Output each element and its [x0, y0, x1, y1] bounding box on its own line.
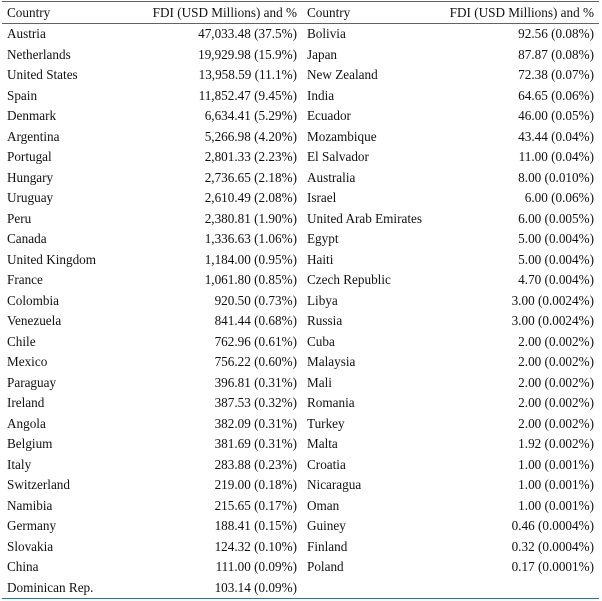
country-cell-left: Paraguay: [7, 374, 57, 390]
table-row: [2, 557, 599, 578]
fdi-cell-right: 92.56 (0.08%): [518, 26, 594, 41]
country-cell-right: Ecuador: [307, 108, 351, 123]
country-cell-right: Cuba: [307, 333, 335, 349]
fdi-cell-right: 2.00 (0.002%): [518, 333, 594, 349]
fdi-cell-left: 381.69 (0.31%): [214, 436, 297, 451]
table-body: [2, 24, 599, 599]
country-cell-left: Angola: [7, 415, 46, 431]
fdi-cell-left: 219.00 (0.18%): [214, 477, 297, 492]
table-row: [2, 393, 599, 414]
fdi-cell-left: 762.96 (0.61%): [214, 333, 297, 349]
table-row: [2, 475, 599, 496]
header-row: [2, 2, 599, 24]
table-row: [2, 270, 599, 291]
country-cell-right: El Salvador: [307, 149, 369, 164]
country-cell-right: [302, 578, 427, 599]
table-row: [2, 455, 599, 476]
country-cell-right: Malaysia: [307, 354, 356, 369]
fdi-cell-right: 1.00 (0.001%): [518, 477, 594, 492]
table-row: [2, 86, 599, 107]
fdi-cell-right: 6.00 (0.005%): [518, 210, 594, 226]
country-cell-right: Japan: [307, 46, 338, 62]
fdi-table-container: [2, 1, 599, 599]
table-row: [2, 45, 599, 66]
fdi-cell-right: 1.00 (0.001%): [518, 497, 594, 513]
fdi-cell-left: 1,061.80 (0.85%): [204, 272, 297, 287]
fdi-cell-left: 188.41 (0.15%): [214, 518, 297, 533]
country-cell-right: Czech Republic: [307, 272, 391, 287]
fdi-cell-left: 2,380.81 (1.90%): [204, 210, 297, 226]
country-cell-left: Mexico: [7, 354, 48, 369]
fdi-cell-right: 2.00 (0.002%): [518, 395, 594, 410]
country-cell-right: Poland: [307, 559, 344, 574]
country-cell-right: Bolivia: [307, 26, 346, 41]
table-row: [2, 65, 599, 86]
fdi-cell-right: 4.70 (0.004%): [518, 272, 594, 287]
country-cell-right: Malta: [307, 436, 338, 451]
table-row: [2, 434, 599, 455]
fdi-cell-right: 72.38 (0.07%): [518, 67, 594, 82]
fdi-cell-right: 3.00 (0.0024%): [511, 292, 594, 308]
fdi-cell-left: 6,634.41 (5.29%): [204, 108, 297, 123]
country-cell-right: United Arab Emirates: [307, 210, 422, 226]
country-cell-left: Denmark: [7, 108, 57, 123]
header-country-right: Country: [302, 2, 427, 24]
country-cell-right: Mozambique: [307, 128, 377, 144]
country-cell-left: Namibia: [7, 497, 53, 513]
country-cell-left: Spain: [7, 87, 38, 103]
fdi-cell-left: 103.14 (0.09%): [127, 578, 302, 599]
country-cell-right: Croatia: [307, 456, 346, 472]
country-cell-left: United States: [7, 67, 78, 82]
country-cell-left: United Kingdom: [7, 251, 97, 267]
fdi-cell-right: 2.00 (0.002%): [518, 415, 594, 431]
table-row: [2, 496, 599, 517]
country-cell-right: Oman: [307, 497, 340, 513]
country-cell-left: Belgium: [7, 436, 53, 451]
fdi-cell-right: 5.00 (0.004%): [518, 251, 594, 267]
country-cell-left: Chile: [7, 333, 36, 349]
country-cell-left: Germany: [7, 518, 57, 533]
fdi-cell-right: 87.87 (0.08%): [518, 46, 594, 62]
fdi-cell-left: 5,266.98 (4.20%): [204, 128, 297, 144]
table-row: [2, 147, 599, 168]
fdi-by-country-table: [2, 1, 599, 599]
country-cell-right: Australia: [307, 169, 356, 185]
fdi-cell-left: 1,184.00 (0.95%): [204, 251, 297, 267]
fdi-cell-right: 64.65 (0.06%): [518, 87, 594, 103]
table-header: [2, 2, 599, 24]
table-row: [2, 127, 599, 148]
country-cell-left: Switzerland: [7, 477, 70, 492]
table-row: [2, 229, 599, 250]
country-cell-right: Egypt: [307, 231, 339, 246]
table-row: [2, 578, 599, 599]
fdi-cell-right: 8.00 (0.010%): [518, 169, 594, 185]
table-row: [2, 373, 599, 394]
table-row: [2, 414, 599, 435]
country-cell-left: France: [7, 272, 43, 287]
fdi-cell-right: 11.00 (0.04%): [518, 149, 594, 164]
fdi-cell-left: 396.81 (0.31%): [214, 374, 297, 390]
country-cell-right: Haiti: [307, 251, 334, 267]
fdi-cell-left: 2,736.65 (2.18%): [204, 169, 297, 185]
fdi-cell-right: 3.00 (0.0024%): [511, 313, 594, 328]
fdi-cell-left: 2,610.49 (2.08%): [204, 190, 297, 205]
country-cell-left: Hungary: [7, 169, 54, 185]
table-row: [2, 311, 599, 332]
fdi-cell-left: 920.50 (0.73%): [214, 292, 297, 308]
fdi-cell-left: 756.22 (0.60%): [214, 354, 297, 369]
header-fdi-left: FDI (USD Millions) and %: [127, 2, 302, 24]
fdi-cell-left: 19,929.98 (15.9%): [198, 46, 297, 62]
table-row: [2, 24, 599, 45]
table-row: [2, 516, 599, 537]
country-cell-right: Libya: [307, 292, 338, 308]
country-cell-right: Russia: [307, 313, 343, 328]
country-cell-left: China: [7, 559, 39, 574]
fdi-cell-right: 6.00 (0.06%): [524, 190, 594, 205]
fdi-cell-left: 13,958.59 (11.1%): [198, 67, 297, 82]
country-cell-left: Dominican Rep.: [2, 578, 127, 599]
fdi-cell-right: 1.00 (0.001%): [518, 456, 594, 472]
fdi-cell-left: 2,801.33 (2.23%): [204, 149, 297, 164]
country-cell-right: Turkey: [307, 415, 345, 431]
country-cell-left: Portugal: [7, 149, 52, 164]
table-row: [2, 188, 599, 209]
country-cell-left: Slovakia: [7, 538, 54, 554]
country-cell-left: Colombia: [7, 292, 60, 308]
fdi-cell-right: [427, 578, 599, 599]
fdi-cell-right: 1.92 (0.002%): [518, 436, 594, 451]
fdi-cell-left: 387.53 (0.32%): [214, 395, 297, 410]
country-cell-right: India: [307, 87, 335, 103]
fdi-cell-right: 2.00 (0.002%): [518, 374, 594, 390]
fdi-cell-right: 2.00 (0.002%): [518, 354, 594, 369]
fdi-cell-right: 46.00 (0.05%): [518, 108, 594, 123]
fdi-cell-left: 124.32 (0.10%): [214, 538, 297, 554]
country-cell-right: Romania: [307, 395, 355, 410]
table-row: [2, 250, 599, 271]
country-cell-right: Mali: [307, 374, 332, 390]
header-country-left: Country: [2, 2, 127, 24]
country-cell-left: Italy: [7, 456, 32, 472]
country-cell-left: Peru: [7, 210, 32, 226]
fdi-cell-left: 1,336.63 (1.06%): [204, 231, 297, 246]
country-cell-right: Israel: [307, 190, 337, 205]
country-cell-left: Uruguay: [7, 190, 54, 205]
fdi-cell-right: 5.00 (0.004%): [518, 231, 594, 246]
header-fdi-right: FDI (USD Millions) and %: [427, 2, 599, 24]
fdi-cell-right: 0.17 (0.0001%): [511, 559, 594, 574]
country-cell-left: Canada: [7, 231, 47, 246]
table-row: [2, 209, 599, 230]
fdi-cell-left: 841.44 (0.68%): [214, 313, 297, 328]
country-cell-right: Nicaragua: [307, 477, 362, 492]
country-cell-right: Guiney: [307, 518, 346, 533]
table-row: [2, 537, 599, 558]
table-row: [2, 168, 599, 189]
fdi-cell-right: 0.32 (0.0004%): [511, 538, 594, 554]
country-cell-left: Argentina: [7, 128, 60, 144]
country-cell-left: Ireland: [7, 395, 45, 410]
table-row: [2, 106, 599, 127]
country-cell-right: New Zealand: [307, 67, 378, 82]
fdi-cell-left: 47,033.48 (37.5%): [198, 26, 297, 41]
country-cell-right: Finland: [307, 538, 348, 554]
fdi-cell-left: 382.09 (0.31%): [214, 415, 297, 431]
fdi-cell-right: 43.44 (0.04%): [518, 128, 594, 144]
country-cell-left: Netherlands: [7, 46, 71, 62]
fdi-cell-left: 283.88 (0.23%): [214, 456, 297, 472]
table-row: [2, 332, 599, 353]
fdi-cell-left: 11,852.47 (9.45%): [198, 87, 297, 103]
table-row: [2, 352, 599, 373]
country-cell-left: Venezuela: [7, 313, 62, 328]
country-cell-left: Austria: [7, 26, 46, 41]
fdi-cell-right: 0.46 (0.0004%): [511, 518, 594, 533]
table-row: [2, 291, 599, 312]
fdi-cell-left: 215.65 (0.17%): [214, 497, 297, 513]
fdi-cell-left: 111.00 (0.09%): [215, 559, 297, 574]
